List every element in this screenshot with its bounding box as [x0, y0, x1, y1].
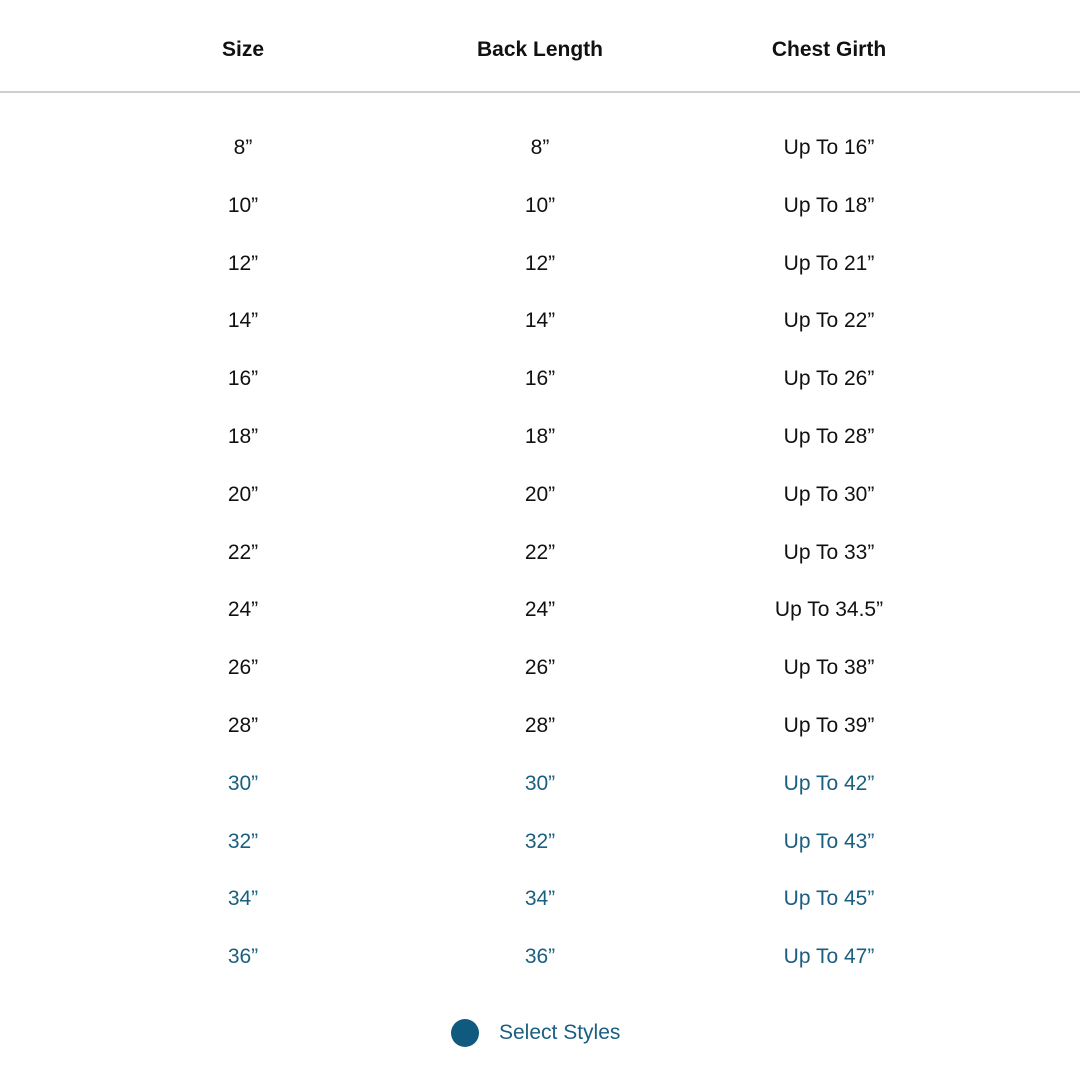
cell-back-length: 28” — [524, 714, 556, 737]
cell-size: 8” — [233, 136, 253, 159]
table-row — [0, 940, 1080, 974]
cell-chest-girth: Up To 33” — [783, 540, 875, 564]
cell-back-length: 10” — [524, 193, 556, 217]
cell-size: 10” — [227, 193, 259, 217]
cell-size: 30” — [227, 771, 259, 795]
header-chest-girth: Chest Girth — [771, 38, 887, 61]
cell-back-length: 18” — [524, 425, 556, 448]
cell-chest-girth: Up To 16” — [783, 136, 875, 159]
cell-chest-girth: Up To 38” — [783, 656, 875, 680]
table-row — [0, 362, 1080, 396]
cell-back-length: 8” — [530, 136, 550, 159]
table-row — [0, 882, 1080, 916]
cell-size: 22” — [227, 540, 259, 564]
table-row — [0, 131, 1080, 165]
cell-back-length: 34” — [524, 887, 556, 911]
table-row — [0, 651, 1080, 685]
cell-chest-girth: Up To 26” — [783, 367, 875, 391]
table-row — [0, 478, 1080, 512]
cell-chest-girth: Up To 18” — [783, 193, 875, 217]
header-back-length: Back Length — [476, 38, 604, 61]
table-row — [0, 709, 1080, 743]
table-row — [0, 825, 1080, 859]
table-row — [0, 304, 1080, 338]
cell-chest-girth: Up To 47” — [783, 945, 875, 969]
cell-size: 28” — [227, 714, 259, 737]
table-header — [0, 0, 1080, 93]
select-styles-dot-icon — [451, 1019, 479, 1047]
header-size: Size — [221, 38, 265, 61]
cell-size: 12” — [227, 251, 259, 275]
table-row — [0, 767, 1080, 801]
cell-size: 26” — [227, 656, 259, 680]
cell-size: 24” — [227, 598, 259, 622]
cell-back-length: 36” — [524, 945, 556, 969]
cell-chest-girth: Up To 43” — [783, 829, 875, 853]
cell-back-length: 22” — [524, 540, 556, 564]
cell-size: 14” — [227, 309, 259, 333]
table-row — [0, 189, 1080, 223]
size-table-body — [0, 131, 1080, 981]
cell-back-length: 14” — [524, 309, 556, 333]
cell-chest-girth: Up To 39” — [783, 714, 875, 737]
table-row — [0, 593, 1080, 627]
cell-size: 18” — [227, 425, 259, 448]
cell-size: 16” — [227, 367, 259, 391]
cell-size: 34” — [227, 887, 259, 911]
legend-label: Select Styles — [499, 1021, 621, 1044]
table-row — [0, 536, 1080, 570]
legend — [0, 1016, 1080, 1050]
cell-size: 32” — [227, 829, 259, 853]
cell-size: 20” — [227, 482, 259, 506]
table-row — [0, 420, 1080, 454]
cell-back-length: 24” — [524, 598, 556, 622]
cell-chest-girth: Up To 22” — [783, 309, 875, 333]
cell-back-length: 12” — [524, 251, 556, 275]
cell-back-length: 32” — [524, 829, 556, 853]
cell-chest-girth: Up To 30” — [783, 482, 875, 506]
cell-chest-girth: Up To 28” — [783, 425, 875, 448]
cell-back-length: 16” — [524, 367, 556, 391]
cell-back-length: 20” — [524, 482, 556, 506]
cell-chest-girth: Up To 45” — [783, 887, 875, 911]
table-row — [0, 247, 1080, 281]
cell-chest-girth: Up To 42” — [783, 771, 875, 795]
cell-back-length: 26” — [524, 656, 556, 680]
cell-size: 36” — [227, 945, 259, 969]
cell-chest-girth: Up To 21” — [783, 251, 875, 275]
cell-back-length: 30” — [524, 771, 556, 795]
cell-chest-girth: Up To 34.5” — [774, 598, 884, 622]
